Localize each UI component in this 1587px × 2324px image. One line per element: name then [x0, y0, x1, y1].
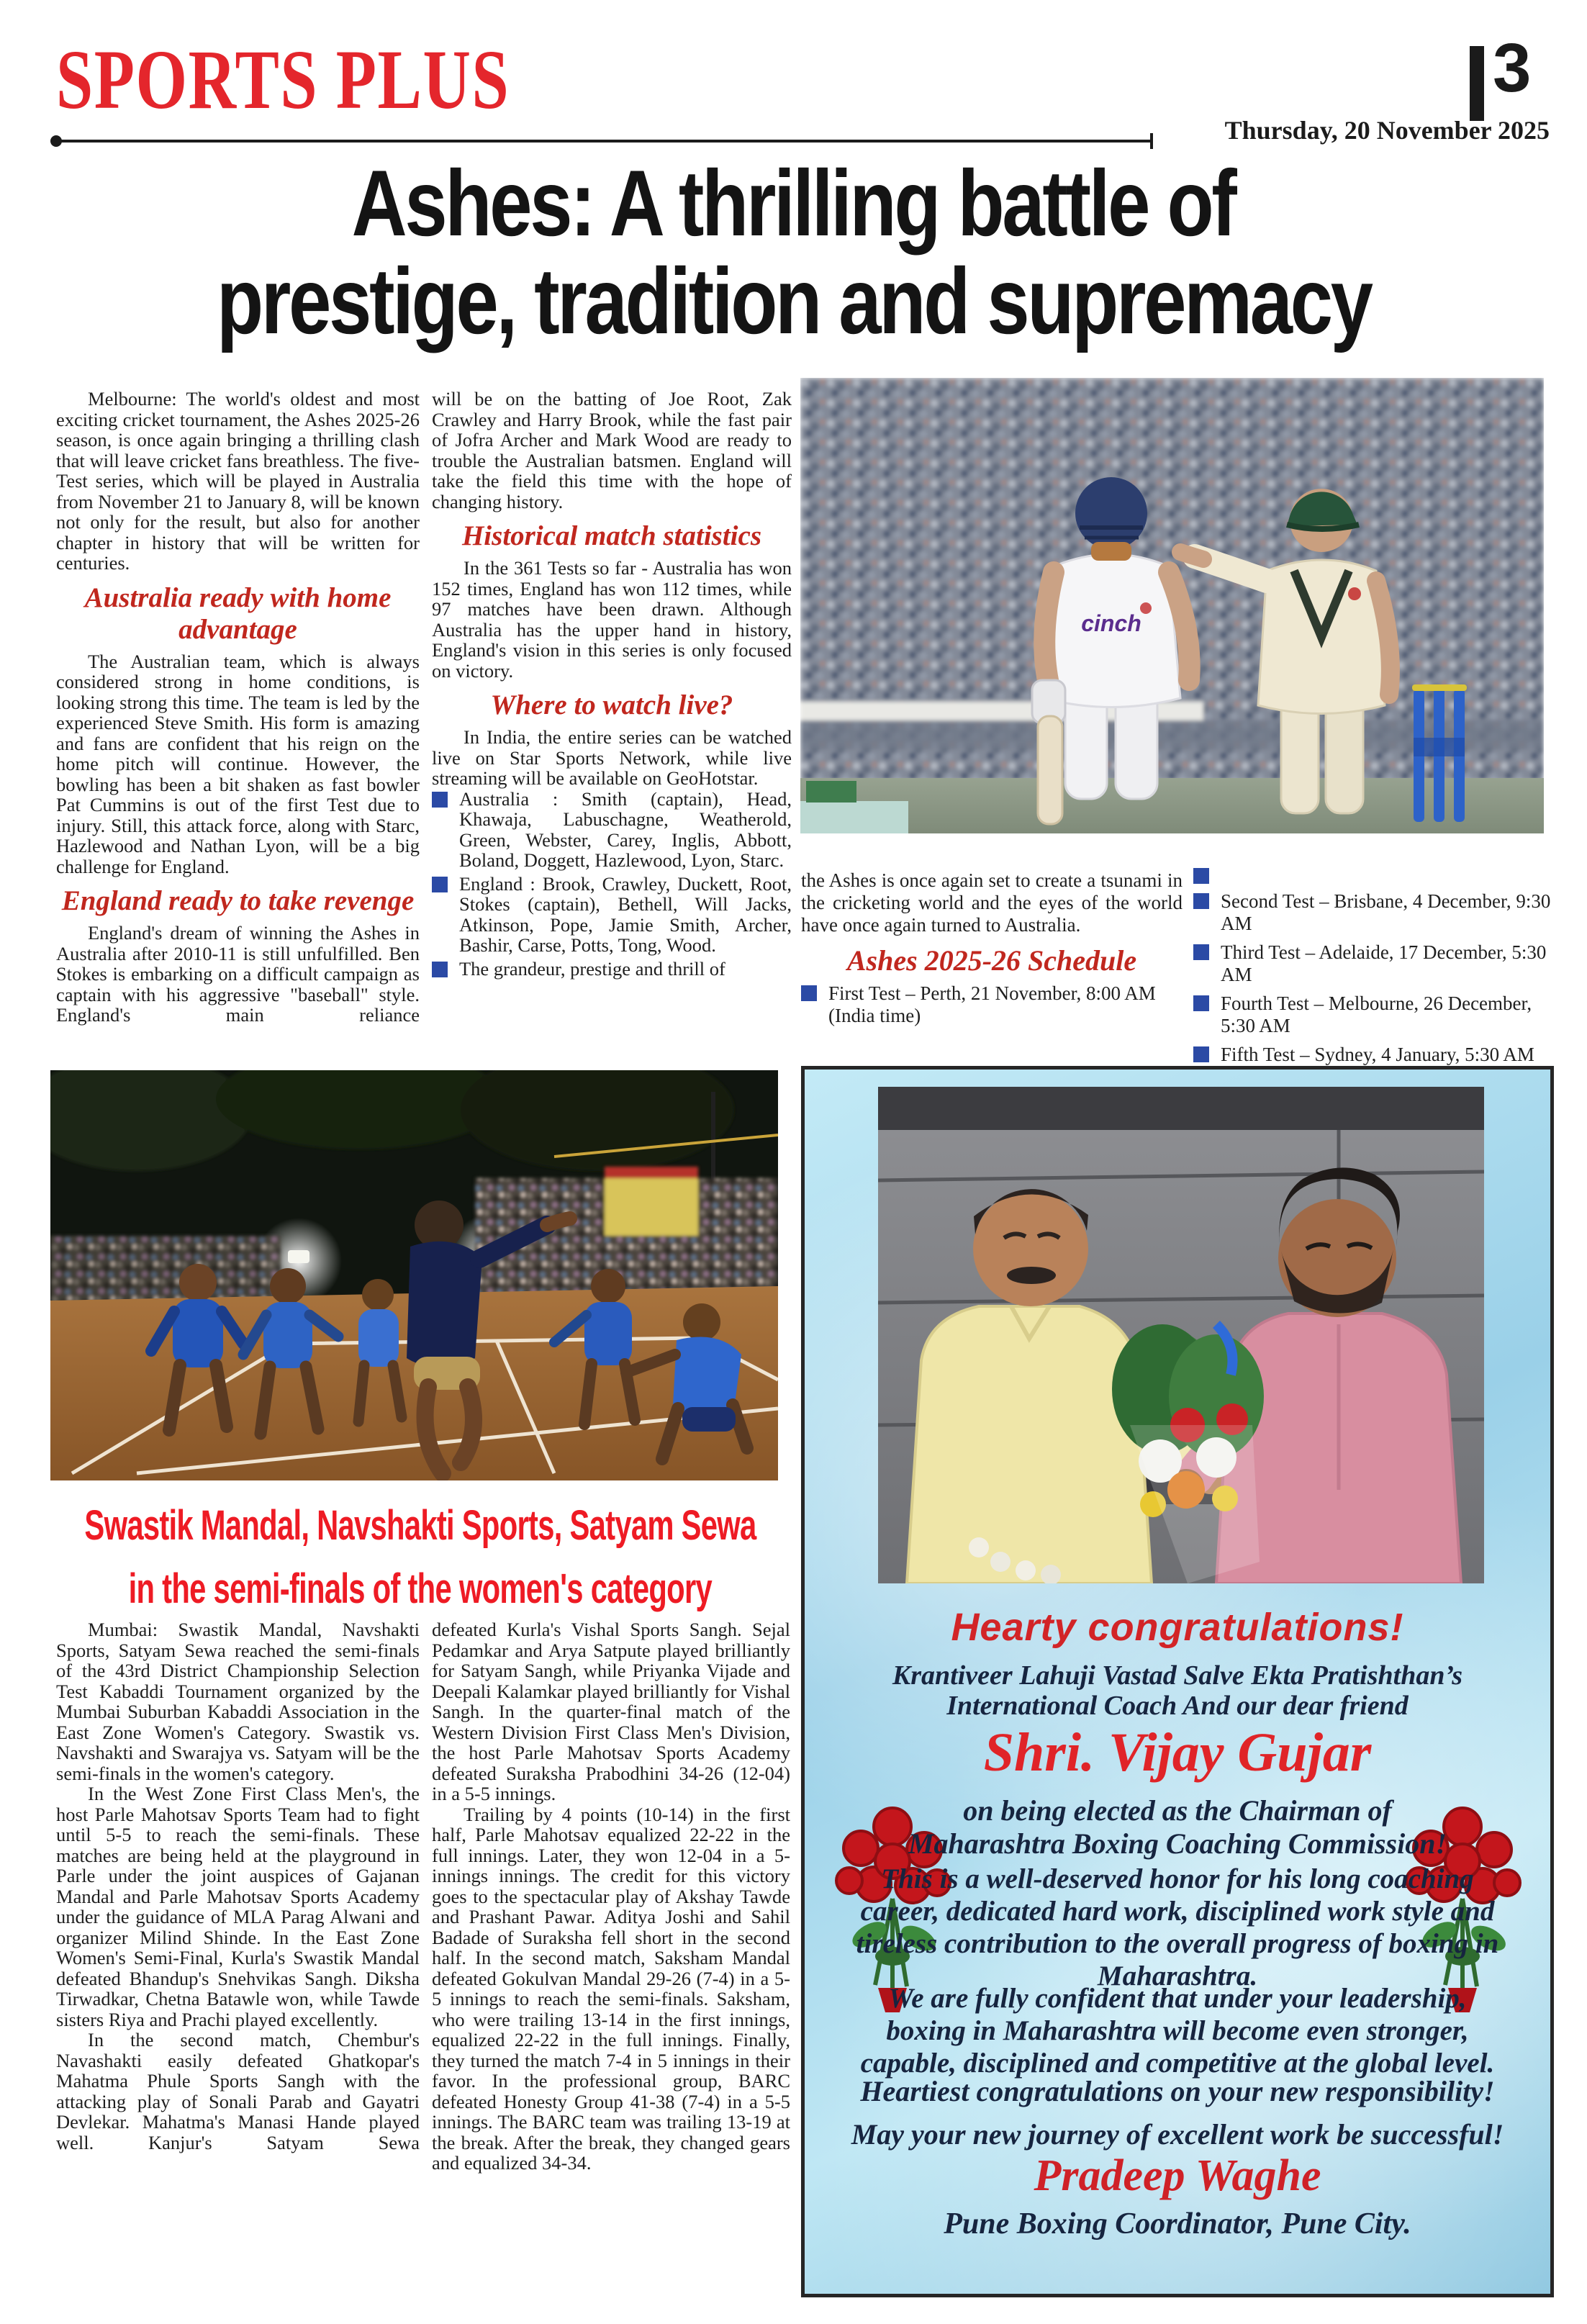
panel-signature: Pradeep Waghe [1034, 2151, 1321, 2200]
boundary-board-green [806, 781, 856, 802]
list-item [432, 789, 792, 871]
masthead-title: SPORTS PLUS [56, 32, 510, 127]
list-item [1193, 890, 1553, 935]
bullet-square-icon [1193, 944, 1209, 960]
bullet-square-icon [1193, 868, 1209, 884]
paragraph: Trailing by 4 points (10-14) in the first half, Parle Mahotsav equalized 22-22 in the full innings. Later, they won 12-04 in a 5-innings innings. The credit for this victory goes to the spectacular play of Akshay Tawde and Prashant Pawar. Aditya Joshi and Sahil Badade of Suraksha fell short in the second half. In the second match, Saksham Mandal defeated Gokulvan Mandal 29-26 (7-4) in a 5-5 innings to reach the semi-finals. Saksham, who were trailing 13-14 in the first innings, equalized 22-22 in the full innings. Finally, they turned the match 7-4 in 5 innings in their favor. In the professional group, BARC defeated Honesty Group 41-38 (7-4) in a 5-5 innings. The BARC team was trailing 13-19 at the break. After the break, they changed gears and equalized 34-34. [432, 1803, 790, 2174]
stumps [1412, 684, 1467, 822]
bullet-square-icon [432, 877, 448, 892]
list-item [1193, 993, 1553, 1037]
schedule-list-right [1193, 865, 1553, 1066]
bullet-text: Fifth Test – Sydney, 4 January, 5:30 AM [1221, 1044, 1534, 1065]
subhead-schedule: Ashes 2025-26 Schedule [846, 944, 1137, 977]
header-rule-tick [1150, 133, 1153, 149]
subhead-england-ready: England ready to take revenge [61, 885, 415, 916]
schedule-list-left [801, 982, 1183, 1027]
paragraph: defeated Kurla's Vishal Sports Sangh. Sejal Pedamkar and Arya Satpute played brilliantly for Satyam Sangh, while Priyanka Vijade and Deepali Kalamkar played brilliantly for Vishal Sangh. In the quarter-final match of the Western Division First Class Men's Division, the host Parle Mahotsav Sports Academy defeated Suraksha Prabodhini 34-26 (12-04) in a 5-5 innings. [432, 1619, 790, 1804]
panel-honoree-name: Shri. Vijay Gujar [983, 1722, 1372, 1783]
kabaddi-headline-line2: in the semi-finals of the women's category [128, 1565, 713, 1612]
panel-congrats-line: Heartiest congratulations on your new responsibility! [860, 2075, 1495, 2107]
bullet-text: Fourth Test – Melbourne, 26 December, 5:30 AM [1221, 993, 1532, 1036]
ashes-column-3 [801, 869, 1183, 1034]
ashes-column-1 [56, 389, 420, 1026]
paragraph: In the second match, Chembur's Navashakti easily defeated Ghatkopar's Mahatma Phule Sports Sangh with the attacking play of Sonali Parab and Gayatri Devlekar. Mahatma's Manasi Hande played well. Kanjur's Satyam Sewa [56, 2029, 420, 2153]
paragraph: In the 361 Tests so far - Australia has won 152 times, England has won 112 times, while 97 matches have been drawn. Although Australia has the upper hand in history, England's vision in this series is only focused on victory. [432, 557, 792, 682]
outfield [800, 778, 1544, 833]
list-item [432, 874, 792, 956]
bullet-text: Third Test – Adelaide, 17 December, 5:30 AM [1221, 941, 1547, 985]
subhead-where-to-watch: Where to watch live? [490, 689, 733, 720]
list-item [1193, 941, 1553, 986]
list-item [1193, 865, 1553, 884]
bullet-square-icon [1193, 1046, 1209, 1062]
ashes-column-2 [432, 389, 792, 982]
panel-subline2: Maharashtra Boxing Coaching Commission! [908, 1827, 1447, 1860]
page-number-bar [1470, 46, 1484, 121]
bullet-square-icon [432, 962, 448, 977]
panel-signature-role: Pune Boxing Coordinator, Pune City. [944, 2207, 1411, 2241]
panel-intro-line1: Krantiveer Lahuji Vastad Salve Ekta Pratishthan’s [892, 1660, 1463, 1691]
panel-paragraph1: This is a well-deserved honor for his long coaching career, dedicated hard work, disciplined work style and tireless contribution to the overall progress of boxing in Maharashtra. [856, 1863, 1499, 1991]
paragraph: the Ashes is once again set to create a tsunami in the cricketing world and the eyes of the world have once again turned to Australia. [801, 869, 1183, 936]
main-headline-line1: Ashes: A thrilling battle of [352, 150, 1235, 256]
bullet-square-icon [1193, 893, 1209, 909]
paragraph: Melbourne: The world's oldest and most exciting cricket tournament, the Ashes 2025-26 season, is once again bringing a thrilling clash that will leave cricket fans breathless. The five-Test series, which will be played in Australia from November 21 to January 8, will be known not only for the result, but also for another chapter in history that will be written for centuries. [56, 388, 420, 574]
paragraph: England's dream of winning the Ashes in Australia after 2010-11 is still unfulfilled. Ben Stokes is embarking on a difficult campaign as captain with his aggressive "baseball" style. England's main reliance [56, 922, 420, 1026]
panel-subline1: on being elected as the Chairman of [963, 1794, 1392, 1827]
panel-heading: Hearty congratulations! [951, 1606, 1404, 1649]
main-headline-line2: prestige, tradition and supremacy [216, 248, 1371, 353]
wall-top-shadow [878, 1087, 1484, 1130]
panel-wish-line: May your new journey of excellent work be successful! [851, 2118, 1504, 2151]
kabaddi-headline [56, 1494, 785, 1621]
paragraph: The Australian team, which is always considered strong in home conditions, is looking strong this time. The team is led by the experienced Steve Smith. His form is amazing and fans are confident that his reign on the home pitch will continue. However, the bowling has been a bit shaken as fast bowler Pat Cummins is out of the first Test due to injury. Still, this attack force, along with Starc, Hazlewood and Nathan Lyon, will be a big challenge for England. [56, 650, 420, 877]
kabaddi-photo [50, 1070, 778, 1480]
kabaddi-headline-line1: Swastik Mandal, Navshakti Sports, Satyam Sewa [84, 1502, 756, 1549]
subhead-australia-ready: Australia ready with home advantage [84, 582, 392, 645]
bullet-text [1221, 865, 1553, 884]
bullet-square-icon [1193, 995, 1209, 1011]
bullet-text: Second Test – Brisbane, 4 December, 9:30 AM [1221, 890, 1551, 934]
kabaddi-column-2 [432, 1619, 790, 2174]
header-rule [60, 140, 1152, 143]
panel-intro-line2: International Coach And our dear friend [946, 1691, 1409, 1721]
boundary-board [800, 801, 908, 833]
paragraph: In the West Zone First Class Men's, the host Parle Mahotsav Sports Team had to fight until 5-5 to reach the semi-finals. These matches are being held at the playground in Parle under the joint auspices of Gajanan Mandal and Parle Mahotsav Sports Academy under the guidance of MLA Parag Alwani and organizer Milind Shinde. In the East Zone Women's Semi-Final, Kurla's Swastik Mandal defeated Bhandup's Snehvikas Sangh. Diksha Tirwadkar, Chetna Batawle won, while Tawde sisters Riya and Prachi played excellently. [56, 1783, 420, 2030]
ashes-column-4 [1193, 865, 1553, 1072]
paragraph: In India, the entire series can be watched live on Star Sports Network, while live streaming will be available on GeoHotstar. [432, 726, 792, 789]
felicitation-photo [878, 1087, 1484, 1583]
panel-paragraph2: We are fully confident that under your leadership, boxing in Maharashtra will become even stronger, capable, disciplined and competitive at the global level. [860, 1983, 1495, 2079]
page-number: 3 [1493, 30, 1532, 107]
bullet-text: The grandeur, prestige and thrill of [459, 957, 725, 980]
list-item [1193, 1044, 1553, 1066]
paragraph: Mumbai: Swastik Mandal, Navshakti Sports, Satyam Sewa reached the semi-finals of the 43rd District Championship Selection Test Kabaddi Tournament organized by the Mumbai Suburban Kabaddi Association in the East Zone Women's Category. Swastik vs. Navshakti and Swarajya vs. Satyam will be the semi-finals in the women's category. [56, 1619, 420, 1784]
bullet-square-icon [432, 792, 448, 808]
subhead-historical-statistics: Historical match statistics [461, 520, 762, 551]
bullet-square-icon [801, 985, 817, 1001]
main-headline [0, 150, 1587, 353]
list-item [801, 982, 1183, 1027]
squad-list [432, 789, 792, 980]
bullet-text: England : Brook, Crawley, Duckett, Root, Stokes (captain), Bethell, Will Jacks, Atkinson, Pope, Jamie Smith, Archer, Bashir, Carse, Potts, Tong, Wood. [459, 872, 792, 956]
kabaddi-column-1 [56, 1619, 420, 2153]
edition-date: Thursday, 20 November 2025 [1224, 116, 1550, 145]
header-rule-dot [50, 135, 62, 147]
jersey-logo-text: cinch [1081, 610, 1141, 636]
paragraph: will be on the batting of Joe Root, Zak Crawley and Harry Brook, while the fast pair of Jofra Archer and Mark Wood are ready to trouble the Australian batsmen. England will take the field this time with the hope of changing history. [432, 388, 792, 512]
bullet-text: Australia : Smith (captain), Head, Khawaja, Labuschagne, Weatherold, Green, Webster, Carey, Inglis, Abbott, Boland, Doggett, Hazlewood, Lyon, Starc. [459, 787, 792, 871]
bullet-text: First Test – Perth, 21 November, 8:00 AM (India time) [828, 982, 1156, 1026]
cricket-photo [800, 378, 1544, 833]
list-item [432, 959, 792, 980]
congratulations-panel [801, 1066, 1554, 2297]
